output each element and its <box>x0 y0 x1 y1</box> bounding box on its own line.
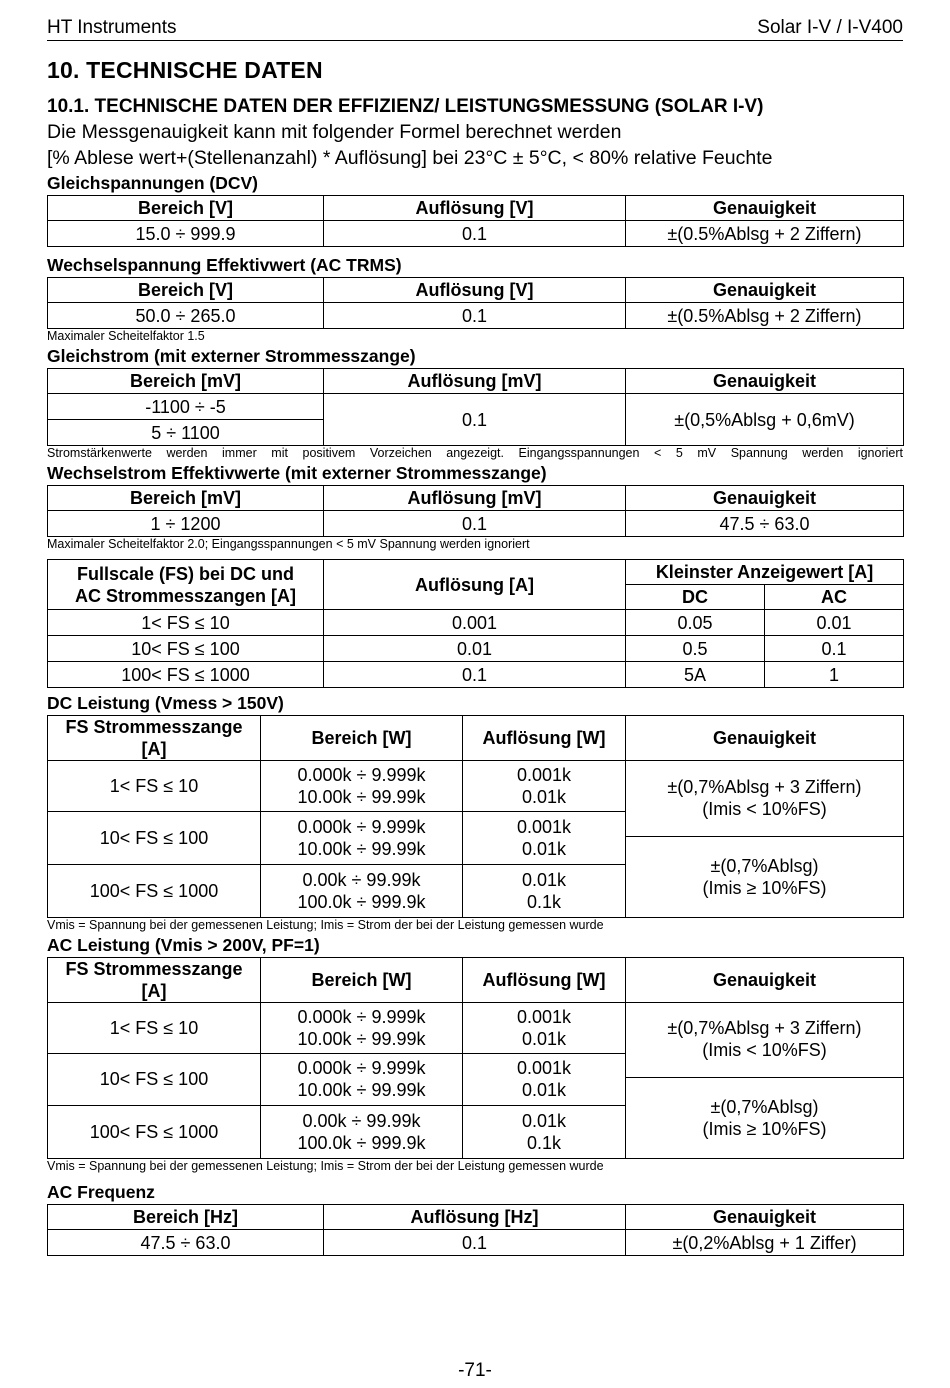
chapter-title: 10. TECHNISCHE DATEN <box>47 57 323 83</box>
table-row <box>48 221 904 247</box>
acv-title: Wechselspannung Effektivwert (AC TRMS) <box>47 255 402 275</box>
range-line: 0.000k ÷ 9.999k <box>297 1006 426 1027</box>
header-cell <box>48 716 261 761</box>
cell: 0.1 <box>324 303 626 329</box>
cell <box>261 1106 463 1159</box>
fs-table <box>47 559 904 688</box>
cell <box>463 1002 626 1053</box>
page <box>47 0 903 1256</box>
range-line: 0.00k ÷ 99.99k <box>302 869 421 890</box>
dcv-title: Gleichspannungen (DCV) <box>47 173 258 193</box>
header-cell: Kleinster Anzeigewert [A] <box>626 560 904 585</box>
cell <box>626 1018 904 1159</box>
fs-header-line-2: [A] <box>141 739 167 759</box>
table-header-row <box>48 560 904 585</box>
cell: 0.01 <box>324 636 626 662</box>
cell: 1< FS ≤ 10 <box>48 610 324 636</box>
cell: 47.5 ÷ 63.0 <box>626 511 904 537</box>
cell <box>463 864 626 917</box>
header-cell <box>48 560 324 610</box>
acv-table <box>47 277 904 329</box>
accuracy-line: ±(0,7%Ablsg) <box>710 855 819 876</box>
cell <box>463 1053 626 1106</box>
table-header-row <box>48 1205 904 1230</box>
range-line: 10.00k ÷ 99.99k <box>297 1080 426 1101</box>
cell <box>463 761 626 812</box>
cell: 0.01 <box>765 610 904 636</box>
range-line: 0.000k ÷ 9.999k <box>297 765 426 785</box>
cell: 0.1 <box>765 636 904 662</box>
freq-title: AC Frequenz <box>47 1182 155 1202</box>
dci-title: Gleichstrom (mit externer Strommesszange) <box>47 346 416 366</box>
res-line: 0.01k <box>521 838 567 859</box>
table-row <box>48 662 904 688</box>
acp-table <box>47 957 904 1160</box>
cell: 10< FS ≤ 100 <box>48 636 324 662</box>
res-line: 0.1k <box>526 1133 562 1154</box>
page-number: -71- <box>458 1360 492 1381</box>
cell: 5 ÷ 1100 <box>48 420 324 446</box>
header-cell: Auflösung [mV] <box>324 369 626 394</box>
cell <box>626 776 904 918</box>
header-cell: Auflösung [V] <box>324 278 626 303</box>
fs-header-line-1: FS Strommesszange <box>65 717 243 737</box>
accuracy-line: (Imis < 10%FS) <box>702 1040 827 1060</box>
table-header-row <box>48 278 904 303</box>
header-cell: Bereich [mV] <box>48 486 324 511</box>
cell: 0.1 <box>324 1230 626 1256</box>
cell: 47.5 ÷ 63.0 <box>48 1230 324 1256</box>
fs-header-line-1: Fullscale (FS) bei DC und <box>76 563 295 584</box>
table-row <box>48 1053 904 1106</box>
intro-line-2: [% Ablese wert+(Stellenanzahl) * Auflösung] bei 23°C ± 5°C, < 80% relative Feuchte <box>47 147 773 169</box>
cell: 0.001 <box>324 610 626 636</box>
aci-table <box>47 485 904 537</box>
header-cell: Auflösung [W] <box>463 716 626 761</box>
dci-table <box>47 368 904 446</box>
cell: 0.5 <box>626 636 765 662</box>
table-header-row <box>48 716 904 761</box>
range-line: 0.00k ÷ 99.99k <box>302 1111 421 1132</box>
table-row <box>48 511 904 537</box>
table-row <box>48 394 904 420</box>
cell: 0.1 <box>324 511 626 537</box>
cell: 1< FS ≤ 10 <box>48 761 261 812</box>
intro-line-1: Die Messgenauigkeit kann mit folgender Formel berechnet werden <box>47 121 622 143</box>
header-cell: Auflösung [V] <box>324 196 626 221</box>
cell: 10< FS ≤ 100 <box>48 1053 261 1106</box>
header-cell: Genauigkeit <box>626 278 904 303</box>
header-cell: Bereich [W] <box>261 716 463 761</box>
header-left: HT Instruments <box>47 17 177 38</box>
cell: -1100 ÷ -5 <box>48 394 324 420</box>
cell <box>463 1106 626 1159</box>
cell: 0.1 <box>324 221 626 247</box>
fs-header-line-1: FS Strommesszange <box>65 958 243 979</box>
range-line: 0.000k ÷ 9.999k <box>297 1058 426 1079</box>
res-line: 0.001k <box>516 1006 572 1027</box>
cell: ±(0.5%Ablsg + 2 Ziffern) <box>626 221 904 247</box>
accuracy-line: (Imis < 10%FS) <box>702 798 827 819</box>
cell: 0.1 <box>324 394 626 446</box>
dcp-title: DC Leistung (Vmess > 150V) <box>47 693 284 713</box>
res-line: 0.01k <box>521 1111 567 1132</box>
header-cell: Auflösung [mV] <box>324 486 626 511</box>
cell <box>261 864 463 917</box>
range-line: 10.00k ÷ 99.99k <box>297 787 426 807</box>
cell: 5A <box>626 662 765 688</box>
cell: 100< FS ≤ 1000 <box>48 864 261 917</box>
header-cell: Bereich [mV] <box>48 369 324 394</box>
acp-title: AC Leistung (Vmis > 200V, PF=1) <box>47 934 320 955</box>
range-line: 100.0k ÷ 999.9k <box>297 891 426 912</box>
page-header <box>47 0 903 41</box>
cell: 100< FS ≤ 1000 <box>48 1106 261 1159</box>
table-header-row <box>48 957 904 1002</box>
header-cell: Genauigkeit <box>626 957 904 1002</box>
section-title: 10.1. TECHNISCHE DATEN DER EFFIZIENZ/ LEISTUNGSMESSUNG (SOLAR I-V) <box>47 96 764 117</box>
cell <box>261 761 463 812</box>
header-cell: Auflösung [Hz] <box>324 1205 626 1230</box>
table-row <box>48 636 904 662</box>
dci-note: Stromstärkenwerte werden immer mit positivem Vorzeichen angezeigt. Eingangsspannungen < 5 mV Spannung werden ignoriert <box>47 446 903 460</box>
fs-header-line-2: [A] <box>141 980 167 1001</box>
cell: ±(0,2%Ablsg + 1 Ziffer) <box>626 1230 904 1256</box>
fs-header-line-2: AC Strommesszangen [A] <box>74 585 297 606</box>
range-line: 10.00k ÷ 99.99k <box>297 1028 426 1049</box>
cell: 1 <box>765 662 904 688</box>
acv-note: Maximaler Scheitelfaktor 1.5 <box>47 329 205 343</box>
dcv-table <box>47 195 904 247</box>
res-line: 0.001k <box>516 765 572 785</box>
header-cell: Auflösung [W] <box>463 957 626 1002</box>
cell: 100< FS ≤ 1000 <box>48 662 324 688</box>
res-line: 0.001k <box>516 816 572 837</box>
table-header-row <box>48 486 904 511</box>
dcp-note: Vmis = Spannung bei der gemessenen Leistung; Imis = Strom der bei der Leistung gemessen wurde <box>47 917 604 932</box>
header-cell: Genauigkeit <box>626 369 904 394</box>
header-cell <box>48 957 261 1002</box>
res-line: 0.01k <box>521 787 567 807</box>
cell <box>261 1053 463 1106</box>
table-row <box>48 1230 904 1256</box>
freq-table <box>47 1204 904 1256</box>
header-right: Solar I-V / I-V400 <box>757 17 903 38</box>
cell: ±(0,5%Ablsg + 0,6mV) <box>626 394 904 446</box>
cell: 50.0 ÷ 265.0 <box>48 303 324 329</box>
accuracy-line: (Imis ≥ 10%FS) <box>702 877 827 898</box>
dcp-table <box>47 715 904 918</box>
accuracy-line: ±(0,7%Ablsg) <box>710 1097 819 1117</box>
cell: 10< FS ≤ 100 <box>48 812 261 865</box>
accuracy-line: ±(0,7%Ablsg + 3 Ziffern) <box>667 1018 862 1038</box>
header-cell: Genauigkeit <box>626 196 904 221</box>
range-line: 100.0k ÷ 999.9k <box>297 1133 426 1154</box>
header-cell: AC <box>765 585 904 610</box>
table-row <box>48 610 904 636</box>
header-cell: Auflösung [A] <box>324 560 626 610</box>
accuracy-line: (Imis ≥ 10%FS) <box>702 1119 827 1139</box>
cell: 1 ÷ 1200 <box>48 511 324 537</box>
res-line: 0.01k <box>521 1028 567 1049</box>
range-line: 0.000k ÷ 9.999k <box>297 816 426 837</box>
table-row <box>48 812 904 865</box>
aci-note: Maximaler Scheitelfaktor 2.0; Eingangsspannungen < 5 mV Spannung werden ignoriert <box>47 537 530 551</box>
acp-note: Vmis = Spannung bei der gemessenen Leistung; Imis = Strom der bei der Leistung gemessen wurde <box>47 1159 604 1173</box>
cell: 1< FS ≤ 10 <box>48 1002 261 1053</box>
header-cell: Bereich [V] <box>48 196 324 221</box>
header-cell: Bereich [W] <box>261 957 463 1002</box>
cell: 15.0 ÷ 999.9 <box>48 221 324 247</box>
accuracy-line: ±(0,7%Ablsg + 3 Ziffern) <box>667 776 862 797</box>
header-cell: Bereich [V] <box>48 278 324 303</box>
aci-title: Wechselstrom Effektivwerte (mit externer Strommesszange) <box>47 463 547 483</box>
res-line: 0.001k <box>516 1058 572 1079</box>
table-header-row <box>48 196 904 221</box>
table-row <box>48 303 904 329</box>
cell: 0.05 <box>626 610 765 636</box>
cell <box>261 812 463 865</box>
res-line: 0.01k <box>521 869 567 890</box>
header-cell: DC <box>626 585 765 610</box>
table-header-row <box>48 369 904 394</box>
cell: ±(0.5%Ablsg + 2 Ziffern) <box>626 303 904 329</box>
cell <box>463 812 626 865</box>
range-line: 10.00k ÷ 99.99k <box>297 838 426 859</box>
res-line: 0.01k <box>521 1080 567 1101</box>
header-cell: Genauigkeit <box>626 716 904 761</box>
cell: 0.1 <box>324 662 626 688</box>
header-cell: Genauigkeit <box>626 1205 904 1230</box>
header-cell: Bereich [Hz] <box>48 1205 324 1230</box>
res-line: 0.1k <box>526 891 562 912</box>
cell <box>261 1002 463 1053</box>
header-cell: Genauigkeit <box>626 486 904 511</box>
